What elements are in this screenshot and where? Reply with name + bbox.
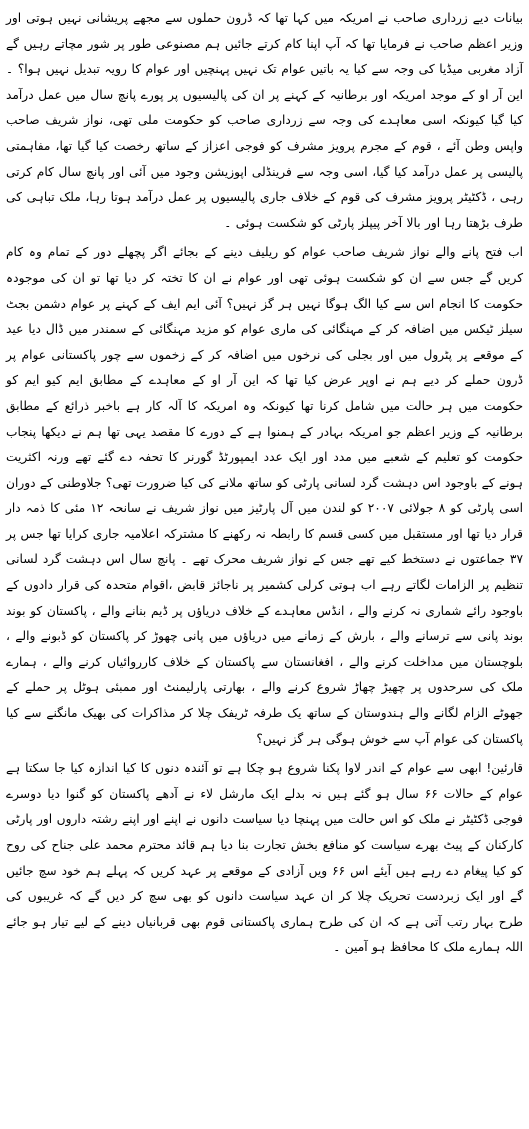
article-paragraph-1: بیانات دیے زرداری صاحب نے امریکہ میں کہا تھا کہ ڈرون حملوں سے مجھے پریشانی نہیں ہوتی اور وزیر اعظم صاحب نے فرمایا تھا کہ آپ اپنا کام کرتے جائیں ہم مصنوعی طور پر شور مچاتے رہیں گے آزاد مغربی میڈیا کی وجہ سے کیا یہ باتیں عوام تک نہیں پہنچیں اور عوام کا رویہ تبدیل نہیں ہوا؟ ۔ این آر او کے موجد امریکہ اور برطانیہ کے کہنے پر ان کی پالیسیوں پر پورے پانچ سال میں عمل درآمد کیا گیا کیونکہ اسی معاہدے کی وجہ سے زرداری صاحب کو حکومت ملی تھی، نواز شریف صاحب واپس وطن آئے ، قوم کے مجرم پرویز مشرف کو فوجی اعزاز کے ساتھ رخصت کیا گیا تھا، مفاہمتی پالیسی پر عمل درآمد کیا گیا، اسی وجہ سے فرینڈلی اپوزیشن وجود میں آئی اور پانچ سال کام کرتی رہی ، ڈکٹیٹر پرویز مشرف کی قوم کے خلاف جاری پالیسیوں پر عمل درآمد ہوتا رہا، ملک تباہی کی طرف بڑھتا رہا اور بالا آخر پیپلز پارٹی کو شکست ہوئی ۔: [6, 11, 523, 230]
article-paragraph-2: اب فتح پانے والے نواز شریف صاحب عوام کو ریلیف دینے کے بجائے اگر پچھلے دور کے تمام وہ کام کریں گے جس سے ان کو شکست ہوئی تھی اور عوام نے ان کا تختہ کر دیا تھا تو ان کی موجودہ حکومت کا انجام اس سے کیا الگ ہوگا نہیں ہر گز نہیں؟ آئی ایم ایف کے کہنے پر عوام دشمن بجٹ سیلز ٹیکس میں اضافہ کر کے مہنگائی کی ماری عوام کو مزید مہنگائی کے سمندر میں ڈال دیا عید کے موقعے پر پٹرول میں اور بجلی کی نرخوں میں اضافہ کر کے زخموں سے چور پاکستانی عوام پر ڈرون حملے کر دیے ہم نے اوپر عرض کیا تھا کہ این آر او کے معاہدے کے مطابق ایم کیو ایم کو حکومت میں ہر حالت میں شامل کرنا تھا کیونکہ وہ امریکہ کا آلہ کار ہے باخبر ذرائع کے مطابق برطانیہ کے وزیر اعظم جو امریکہ بہادر کے ہمنوا ہے کے دورے کا مقصد یہی تھا ہم نے دیکھا پنجاب حکومت کو تعلیم کے شعبے میں مدد اور ایک عدد ایمپورٹڈ گورنر کا تحفہ دے گئے تھے ورنہ اکثریت ہونے کے باوجود اس دہشت گرد لسانی پارٹی کو ساتھ ملانے کی کیا ضرورت تھی؟ جلاوطنی کے دوران اسی پارٹی کو ۸ جولائی ۲۰۰۷ کو لندن میں آل پارٹیز میں نواز شریف نے سانحہ ۱۲ مئی کا ذمہ دار قرار دیا تھا اور مستقبل میں کسی قسم کا رابطہ نہ رکھنے کا مشترکہ اعلامیہ جاری کرایا تھا جس پر ۳۷ جماعتوں نے دستخط کیے تھے جس کے نواز شریف محرک تھے ۔ پانچ سال اس دہشت گرد لسانی تنظیم پر الزامات لگاتے رہے اب ہوتی کرلی کشمیر پر ناجائز قابض ،اقوام متحدہ کی قرار دادوں کے باوجود رائے شماری نہ کرنے والے ، انڈس معاہدے کے خلاف دریاؤں پر ڈیم بنانے والے ، پاکستان کو بوند بوند پانی سے ترسانے والے ، بارش کے زمانے میں دریاؤں میں پانی چھوڑ کر پاکستان کو ڈبونے والے ، بلوچستان میں مداخلت کرنے والے ، افغانستان سے پاکستان کے خلاف کارروائیاں کرنے والے ، ہمارے ملک کی سرحدوں پر چھیڑ چھاڑ شروع کرنے والے ، بھارتی پارلیمنٹ اور ممبئی ہوٹل پر حملے کے جھوٹے الزام لگانے والے ہندوستان کے ساتھ یک طرفہ ٹریفک چلا کر مذاکرات کی بھیک مانگنے سے کیا پاکستان کی عوام آپ سے خوش ہوگی ہر گز نہیں؟: [6, 245, 523, 746]
article-paragraph-3: قارئین! ابھی سے عوام کے اندر لاوا پکنا شروع ہو چکا ہے تو آئندہ دنوں کا کیا اندازہ کیا جا سکتا ہے عوام کے حالات ۶۶ سال ہو گئے ہیں نہ بدلے ایک مارشل لاء نے آدھے پاکستان کو گنوا دیا دوسرے فوجی ڈکٹیٹر نے ملک کو اس حالت میں پہنچا دیا سیاست دانوں نے اپنے اور اپنے رشتہ داروں اور پارٹی کارکنان کے پیٹ بھرے سیاست کو منافع بخش تجارت بنا دیا ہم قائد محترم محمد علی جناح کی روح کو کیا پیغام دے رہے ہیں آیئے اس ۶۶ ویں آزادی کے موقعے پر عہد کریں کہ پہلے ہم خود سچ جائیں گے اور ایک زبردست تحریک چلا کر ان عہد سیاست دانوں کو بھی سچ کر دیں گے کہ غریبوں کی طرح بہار رتب آتی ہے کہ ان کی طرح ہماری پاکستانی قوم بھی قربانیاں دینے کے لیے تیار ہو جائے اللہ ہمارے ملک کا محافظ ہو آمین ۔: [6, 761, 523, 955]
